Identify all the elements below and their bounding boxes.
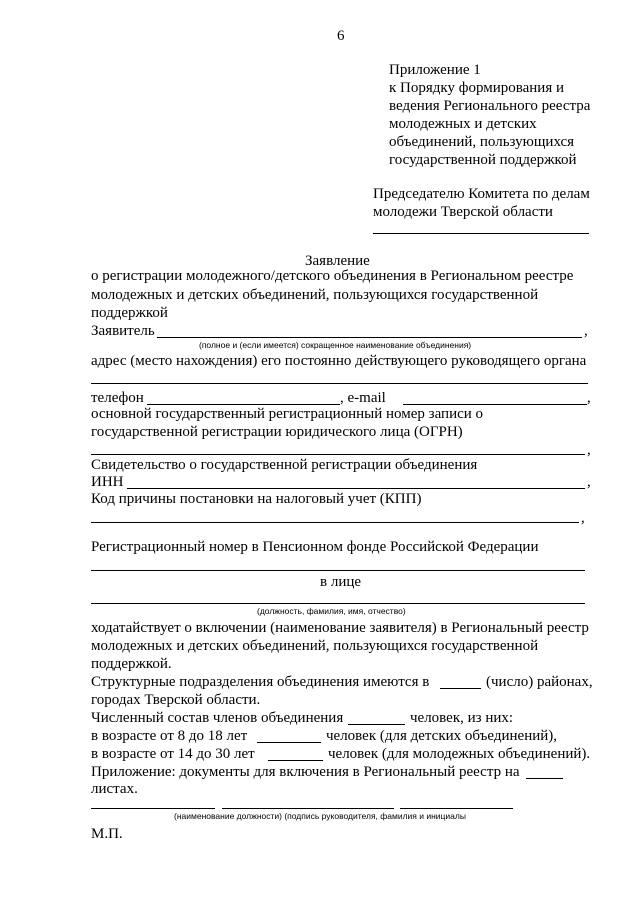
applicant-comma: , [584, 323, 588, 339]
kpp-input-line[interactable] [91, 522, 579, 523]
appendix-line: Приложение 1 [389, 62, 481, 78]
document-title: Заявление [305, 253, 370, 269]
pension-label: Регистрационный номер в Пенсионном фонде Российской Федерации [91, 539, 539, 555]
petition-line: поддержкой. [91, 656, 172, 672]
petition-line: молодежных и детских объединений, пользующихся государственной [91, 638, 539, 654]
stamp-label: М.П. [91, 826, 123, 842]
address-label: адрес (место нахождения) его постоянно действующего руководящего органа [91, 353, 587, 369]
appendix-line: ведения Регионального реестра [389, 98, 591, 114]
position-input-line[interactable] [91, 808, 215, 809]
email-label: , e-mail [340, 390, 386, 406]
name-input-line[interactable] [400, 808, 513, 809]
ogrn-line: государственной регистрации юридического лица (ОГРН) [91, 424, 463, 440]
attachment-count-input-line[interactable] [526, 778, 563, 779]
appendix-line: государственной поддержкой [389, 152, 577, 168]
pension-input-line[interactable] [91, 570, 585, 571]
structural-line: городах Тверской области. [91, 692, 261, 708]
signature-input-line[interactable] [222, 808, 394, 809]
phone-input-line[interactable] [147, 404, 340, 405]
age-group-label: в возрасте от 8 до 18 лет [91, 728, 248, 744]
ogrn-line: основной государственный регистрационный номер записи о [91, 406, 484, 422]
email-input-line[interactable] [403, 404, 587, 405]
signature-hint: (наименование должности) (подпись руководителя, фамилия и инициалы [174, 811, 466, 821]
members-label: Численный состав членов объединения [91, 710, 344, 726]
members-count-input-line[interactable] [348, 724, 405, 725]
phone-label: телефон [91, 390, 144, 406]
subject-line: поддержкой [91, 305, 168, 321]
applicant-hint: (полное и (если имеется) сокращенное наименование объединения) [199, 340, 472, 350]
age-group-suffix: человек (для детских объединений), [326, 728, 558, 744]
appendix-line: молодежных и детских [389, 116, 537, 132]
attachment-label: Приложение: документы для включения в Региональный реестр на [91, 764, 520, 780]
in-person-label: в лице [320, 574, 362, 590]
inn-comma: , [587, 474, 591, 490]
age-group-suffix: человек (для молодежных объединений). [328, 746, 591, 762]
inn-input-line[interactable] [127, 488, 585, 489]
kpp-comma: , [581, 510, 585, 526]
petition-line: ходатайствует о включении (наименование заявителя) в Региональный реестр [91, 620, 589, 636]
ogrn-input-line[interactable] [91, 454, 585, 455]
structural-suffix: (число) районах, [486, 674, 593, 690]
address-input-line[interactable] [91, 383, 588, 384]
certificate-label: Свидетельство о государственной регистрации объединения [91, 457, 478, 473]
appendix-line: к Порядку формирования и [389, 80, 565, 96]
members-suffix: человек, из них: [410, 710, 514, 726]
attachment-line: листах. [91, 781, 138, 797]
structural-label: Структурные подразделения объединения имеются в [91, 674, 430, 690]
addressee-line: молодежи Тверской области [373, 204, 553, 220]
appendix-line: объединений, пользующихся [389, 134, 575, 150]
in-person-hint: (должность, фамилия, имя, отчество) [257, 606, 406, 616]
page-number: 6 [337, 28, 345, 44]
age-group-label: в возрасте от 14 до 30 лет [91, 746, 255, 762]
email-comma: , [587, 390, 591, 406]
districts-count-input-line[interactable] [440, 688, 481, 689]
applicant-input-line[interactable] [157, 337, 582, 338]
kpp-label: Код причины постановки на налоговый учет (КПП) [91, 491, 422, 507]
addressee-name-line [373, 233, 589, 234]
addressee-line: Председателю Комитета по делам [373, 186, 590, 202]
ogrn-comma: , [587, 442, 591, 458]
age-group-input-line[interactable] [268, 760, 323, 761]
subject-line: о регистрации молодежного/детского объединения в Региональном реестре [91, 268, 574, 284]
in-person-input-line[interactable] [91, 603, 585, 604]
age-group-input-line[interactable] [257, 742, 321, 743]
inn-label: ИНН [91, 474, 124, 490]
subject-line: молодежных и детских объединений, пользующихся государственной [91, 287, 539, 303]
applicant-label: Заявитель [91, 323, 155, 339]
